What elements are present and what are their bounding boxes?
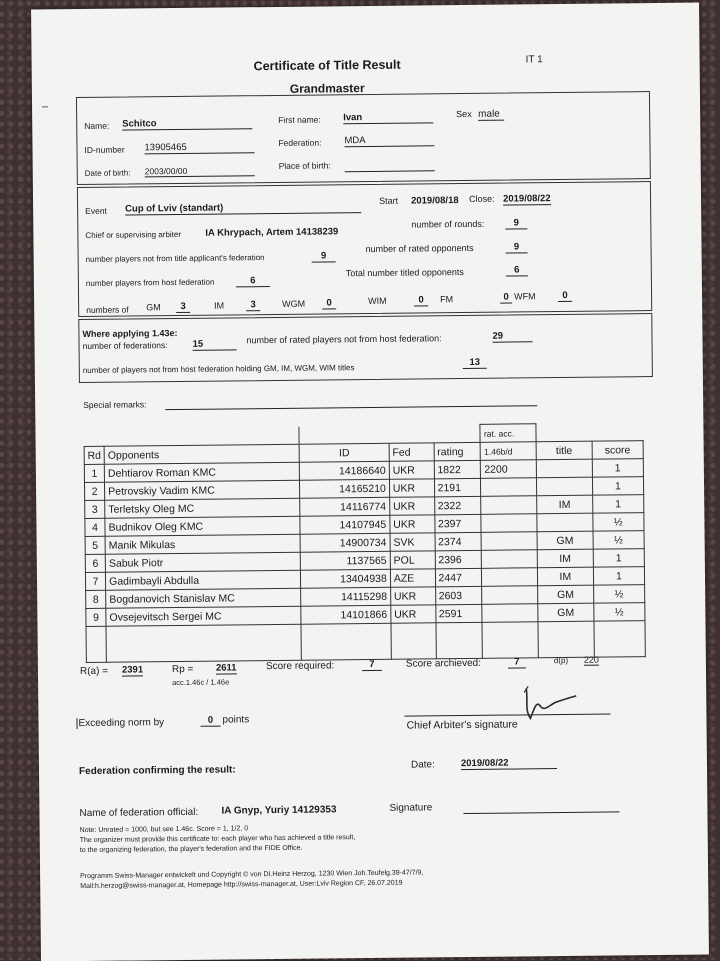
name-label: Name: [84,120,110,131]
score-required-value: 7 [362,659,382,671]
footer-line-2: Mail:h.herzog@swiss-manager.at, Homepage http://swiss-manager.at, User:Lviv Region CF, 26.07.2019 [80,879,403,891]
event-name: Cup of Lviv (standart) [125,201,361,215]
official-name: IA Gnyp, Yuriy 14129353 [221,804,337,817]
cell-rating: 2397 [434,514,481,532]
cell-score: 1 [592,477,644,496]
cell-fed: UKR [389,461,434,479]
cell-name: Dehtiarov Roman KMC [104,462,299,482]
rounds-value: 9 [505,217,527,229]
federation-label: Federation: [278,137,322,148]
cell-name: Petrovskiy Vadim KMC [105,480,300,500]
cell-acc [481,478,537,497]
confirm-date: 2019/08/22 [461,757,557,770]
sex-label: Sex [456,108,472,120]
cell-score: ½ [593,603,645,622]
federation-confirm-label: Federation confirming the result: [78,764,236,778]
header-score: score [592,441,644,460]
titled-not-host-value: 13 [463,357,487,369]
cell-title: IM [537,495,593,514]
cell-score: ½ [593,585,645,604]
rated-not-host-label: number of rated players not from host federation: [246,333,442,346]
cell-rating: 2447 [435,568,482,586]
cell-fed: UKR [389,479,434,497]
wim-label: WIM [368,295,387,307]
cell-title [537,513,593,532]
cell-title: GM [537,531,593,550]
ra-value: 2391 [121,664,144,676]
cell-name: Manik Mikulas [105,534,300,554]
cell-title: GM [538,603,594,622]
cell-title: GM [538,585,594,604]
cell-score: ½ [593,513,645,532]
date-label: Date: [410,759,435,771]
im-count: 3 [246,299,260,311]
cell-rd: 3 [85,500,105,518]
cell-name: Gadimbayli Abdulla [106,570,301,590]
arbiter-signature-label: Chief Arbiter's signature [406,718,518,732]
cell-acc [482,568,538,587]
wgm-count: 0 [322,297,336,309]
close-label: Close: [468,193,495,204]
cell-fed: AZE [390,569,435,587]
first-name-label: First name: [278,114,321,125]
cell-acc: 2200 [481,460,537,479]
header-rd: Rd [84,446,104,464]
cell-score: 1 [593,567,645,586]
titled-opp-value: 6 [506,264,528,276]
certificate-subtitle: Grandmaster [289,81,365,96]
header-acc: 1.46b/d [481,442,537,461]
cell-id: 14186640 [300,461,390,480]
score-achieved-label: Score archieved: [405,657,482,670]
cell-rd: 7 [85,572,105,590]
fm-count: 0 [500,292,512,304]
cell-rd: 1 [84,464,104,482]
official-label: Name of federation official: [79,806,199,820]
rounds-label: number of rounds: [411,218,485,230]
cell-score: 1 [593,549,645,568]
cell-id: 14107945 [300,515,390,534]
arbiter-name: IA Khrypach, Artem 14138239 [205,226,339,239]
federations-label: number of federations: [82,340,168,352]
cell-rd: 6 [85,554,105,572]
cell-rating: 2374 [435,532,482,550]
dp-value: 220 [583,654,599,665]
certificate-title: Certificate of Title Result [253,57,401,74]
cell-rating: 1822 [434,460,481,478]
wgm-label: WGM [282,298,306,309]
id-label: ID-number [84,144,125,155]
cell-id: 14165210 [300,479,390,498]
cell-rating: 2191 [434,478,481,496]
cell-score: 1 [592,459,644,478]
not-from-fed-label: number players not from title applicant's federation [85,253,265,264]
fm-label: FM [440,294,454,305]
rp-value: 2611 [215,662,237,674]
remarks-label: Special remarks: [83,399,147,410]
header-opponents: Opponents [104,444,299,464]
wfm-count: 0 [558,290,572,302]
not-from-fed-value: 9 [312,250,336,262]
numbers-of-label: numbers of [86,304,129,315]
cell-fed: SVK [390,533,435,551]
rated-not-host-value: 29 [492,330,532,342]
cell-title [537,477,593,496]
event-label: Event [85,205,107,216]
dp-label: d(p) [553,655,569,666]
arbiter-label: Chief or supervising arbiter [85,229,182,240]
cell-acc [482,550,538,569]
official-signature-line [463,811,619,814]
cell-rd: 5 [85,536,105,554]
cell-id: 14115298 [301,587,391,606]
exceed-unit: points [222,714,250,726]
note-line-3: to the organizing federation, the player's federation and the FIDE Office. [79,844,303,855]
cell-fed: UKR [390,515,435,533]
cell-title: IM [537,549,593,568]
header-fed: Fed [389,443,434,461]
exceed-value: 0 [200,715,220,727]
cell-acc [481,496,537,515]
cell-title: IM [537,567,593,586]
rp-note: acc.1.46c / 1.46e [172,677,230,688]
rp-label: Rp = [171,663,194,676]
cell-fed: POL [390,551,435,569]
cell-rating: 2603 [435,586,482,604]
gm-count: 3 [176,301,190,313]
header-rat-acc: rat. acc. [480,424,536,443]
wfm-label: WFM [514,291,536,302]
cell-id: 14900734 [300,533,390,552]
arbiter-signature-icon [516,680,596,727]
cell-id: 1137565 [301,551,391,570]
start-date: 2019/08/18 [411,195,459,207]
im-label: IM [214,300,225,311]
cell-fed: UKR [389,497,434,515]
player-first-name: Ivan [343,111,433,124]
titled-opp-label: Total number titled opponents [345,267,464,279]
cell-score: 1 [592,495,644,514]
player-dob: 2003/00/00 [145,165,255,177]
cell-rd: 4 [85,518,105,536]
cell-name: Sabuk Piotr [105,552,300,572]
header-id: ID [299,443,389,462]
cell-acc [482,604,538,623]
cell-rating: 2396 [435,550,482,568]
cell-name: Budnikov Oleg KMC [105,516,300,536]
cell-rating: 2322 [434,496,481,514]
rated-opp-label: number of rated opponents [365,242,474,255]
gm-label: GM [146,302,161,313]
edge-mark [42,106,48,107]
close-date: 2019/08/22 [502,193,551,205]
cell-fed: UKR [390,587,435,605]
cell-id: 14116774 [300,497,390,516]
score-required-label: Score required: [265,660,335,673]
cell-fed: UKR [391,605,436,623]
cell-acc [481,532,537,551]
player-federation: MDA [344,134,434,147]
exceed-label: Exceeding norm by [78,717,165,730]
signature-label: Signature [389,802,433,814]
cell-score: ½ [593,531,645,550]
pob-label: Place of birth: [278,160,331,171]
header-title: title [536,441,592,460]
cell-rd: 2 [84,482,104,500]
cell-name: Ovsejevitsch Sergei MC [106,606,301,626]
note-line-1: Note: Unrated = 1000, but see 1.46c. Score = 1, 1/2, 0 [79,825,249,835]
certificate-paper [31,3,709,961]
cell-id: 14101866 [301,605,391,624]
titled-not-host-label: number of players not from host federation holding GM, IM, WGM, WIM titles [82,363,355,376]
remarks-line [165,405,537,410]
cell-title [536,459,592,478]
cell-acc [481,514,537,533]
player-pob [345,159,435,172]
federations-value: 15 [192,338,236,350]
cell-acc [482,586,538,605]
cell-name: Terletsky Oleg MC [105,498,300,518]
start-label: Start [379,195,399,206]
player-name: Schitco [122,117,252,130]
footer-line-1: Programm Swiss-Manager entwickelt und Copyright © von DI.Heinz Herzog, 1230 Wien Joh.Teufelg.39-47/7/9, [80,869,424,881]
form-code: IT 1 [525,54,543,66]
player-id: 13905465 [144,141,254,154]
note-line-2: The organizer must provide this certificate to: each player who has achieved a title result, [79,834,356,845]
applying-title: Where applying 1.43e: [82,328,178,340]
wim-count: 0 [414,294,428,306]
host-fed-value: 6 [236,275,270,287]
cell-id: 13404938 [301,569,391,588]
cell-name: Bogdanovich Stanislav MC [106,588,301,608]
cell-rd: 8 [86,590,106,608]
score-achieved-value: 7 [508,656,526,668]
cell-rd: 9 [86,608,106,626]
dob-label: Date of birth: [84,168,131,178]
header-rating: rating [434,442,481,460]
player-sex: male [478,109,504,121]
host-fed-label: number players from host federation [85,277,215,288]
ra-label: R(a) = [79,665,109,678]
cell-rating: 2591 [435,604,482,622]
rated-opp-value: 9 [505,241,527,253]
